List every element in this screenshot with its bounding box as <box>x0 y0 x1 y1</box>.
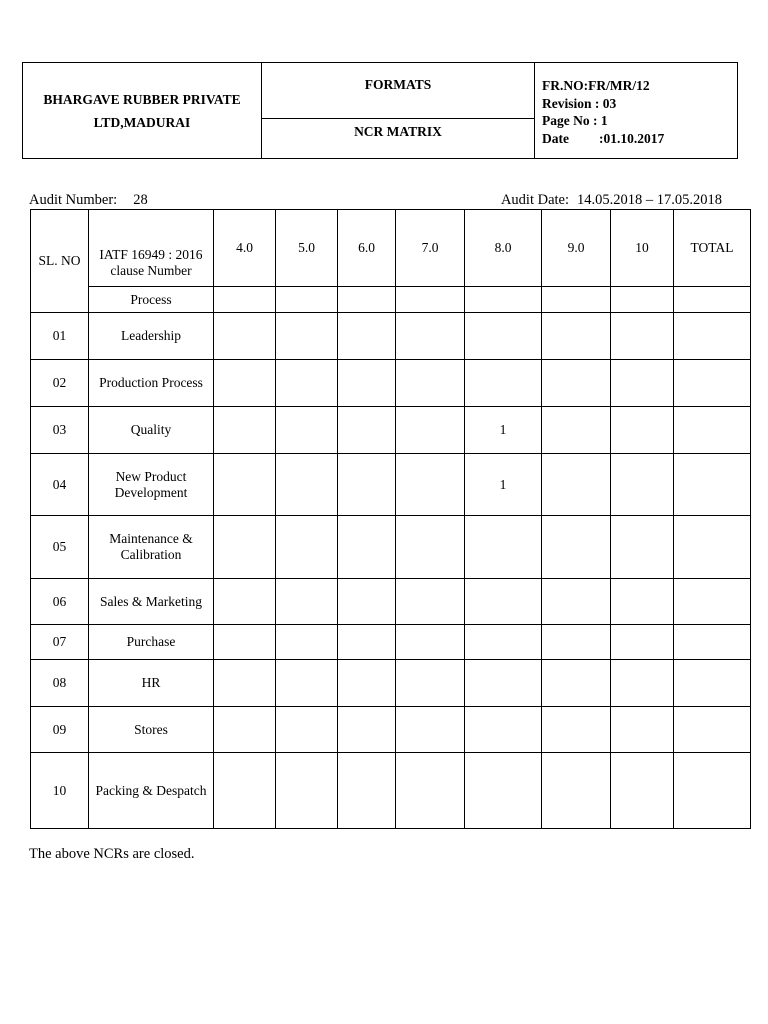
audit-date-label: Audit Date: <box>500 192 569 208</box>
process-cell: New Product Development <box>89 454 214 516</box>
ncr-count-cell <box>542 516 611 579</box>
ncr-count-cell <box>214 313 276 360</box>
ncr-count-cell <box>542 454 611 516</box>
total-cell <box>674 579 751 625</box>
ncr-count-cell <box>276 660 338 707</box>
ncr-count-cell <box>214 579 276 625</box>
ncr-count-cell <box>276 516 338 579</box>
ncr-count-cell <box>542 313 611 360</box>
total-cell <box>674 707 751 753</box>
formats-label: FORMATS <box>262 63 534 119</box>
ncr-count-cell <box>276 707 338 753</box>
ncr-count-cell <box>611 625 674 660</box>
total-cell <box>674 360 751 407</box>
sl-no-cell: 03 <box>31 407 89 454</box>
audit-date <box>501 192 722 209</box>
clause-header: 10 <box>611 210 674 287</box>
process-cell: Leadership <box>89 313 214 360</box>
ncr-count-cell <box>338 454 396 516</box>
sl-no-cell: 10 <box>31 753 89 829</box>
ncr-count-cell <box>465 516 542 579</box>
ncr-count-cell <box>276 625 338 660</box>
company-name-line1: BHARGAVE RUBBER PRIVATE <box>43 91 241 107</box>
process-cell: HR <box>89 660 214 707</box>
ncr-count-cell <box>396 516 465 579</box>
clause-number-header: IATF 16949 : 2016 clause Number <box>89 210 214 287</box>
ncr-count-cell <box>214 407 276 454</box>
ncr-count-cell <box>611 313 674 360</box>
ncr-count-cell <box>396 407 465 454</box>
ncr-matrix-table <box>30 209 751 829</box>
total-cell <box>674 407 751 454</box>
ncr-count-cell <box>338 579 396 625</box>
table-row <box>31 660 751 707</box>
ncr-count-cell <box>214 454 276 516</box>
clause-header: 8.0 <box>465 210 542 287</box>
ncr-count-cell <box>338 516 396 579</box>
ncr-count-cell <box>542 660 611 707</box>
ncr-count-cell <box>611 516 674 579</box>
ncr-count-cell <box>276 753 338 829</box>
closure-note: The above NCRs are closed. <box>29 846 195 862</box>
ncr-count-cell <box>465 625 542 660</box>
ncr-count-cell: 1 <box>465 454 542 516</box>
ncr-count-cell <box>542 625 611 660</box>
ncr-count-cell <box>611 753 674 829</box>
table-row <box>31 516 751 579</box>
ncr-count-cell <box>396 625 465 660</box>
sl-no-cell: 09 <box>31 707 89 753</box>
table-row <box>31 579 751 625</box>
process-header-row <box>31 287 751 313</box>
document-title: NCR MATRIX <box>354 124 442 139</box>
process-cell: Stores <box>89 707 214 753</box>
ncr-count-cell <box>542 407 611 454</box>
form-number: FR.NO:FR/MR/12 <box>542 78 650 93</box>
ncr-count-cell <box>276 454 338 516</box>
ncr-count-cell <box>338 707 396 753</box>
ncr-count-cell <box>338 407 396 454</box>
sl-no-cell: 04 <box>31 454 89 516</box>
ncr-count-cell <box>214 360 276 407</box>
clause-header: 7.0 <box>396 210 465 287</box>
table-row <box>31 360 751 407</box>
ncr-count-cell <box>465 579 542 625</box>
sl-no-cell: 01 <box>31 313 89 360</box>
table-row <box>31 407 751 454</box>
ncr-count-cell <box>542 753 611 829</box>
audit-number-value: 28 <box>133 192 148 208</box>
clause-header: 6.0 <box>338 210 396 287</box>
total-cell <box>674 753 751 829</box>
total-cell <box>674 516 751 579</box>
ncr-count-cell <box>396 660 465 707</box>
table-row <box>31 454 751 516</box>
ncr-count-cell <box>396 707 465 753</box>
ncr-count-cell <box>214 660 276 707</box>
ncr-count-cell <box>396 579 465 625</box>
audit-number <box>29 192 148 209</box>
ncr-count-cell <box>338 625 396 660</box>
process-cell: Maintenance & Calibration <box>89 516 214 579</box>
audit-number-label: Audit Number: <box>29 192 118 208</box>
ncr-count-cell: 1 <box>465 407 542 454</box>
total-cell <box>674 660 751 707</box>
process-header: Process <box>89 287 214 313</box>
ncr-count-cell <box>465 753 542 829</box>
ncr-count-cell <box>465 360 542 407</box>
company-name <box>23 63 262 158</box>
issue-date-value: :01.10.2017 <box>599 130 665 146</box>
ncr-count-cell <box>396 313 465 360</box>
sl-no-cell: 07 <box>31 625 89 660</box>
ncr-count-cell <box>338 360 396 407</box>
table-row <box>31 625 751 660</box>
process-cell: Purchase <box>89 625 214 660</box>
process-cell: Quality <box>89 407 214 454</box>
issue-date <box>542 130 737 148</box>
ncr-count-cell <box>214 753 276 829</box>
ncr-count-cell <box>214 625 276 660</box>
process-cell: Production Process <box>89 360 214 407</box>
ncr-count-cell <box>276 360 338 407</box>
ncr-count-cell <box>214 707 276 753</box>
total-cell <box>674 625 751 660</box>
ncr-count-cell <box>338 313 396 360</box>
document-control-info <box>535 63 737 158</box>
clause-header: 5.0 <box>276 210 338 287</box>
company-name-line2: LTD,MADURAI <box>93 114 191 130</box>
ncr-count-cell <box>465 313 542 360</box>
ncr-count-cell <box>542 707 611 753</box>
clause-header: 4.0 <box>214 210 276 287</box>
sl-no-cell: 02 <box>31 360 89 407</box>
ncr-count-cell <box>542 360 611 407</box>
table-header-row <box>31 210 751 287</box>
process-cell: Sales & Marketing <box>89 579 214 625</box>
header-title-block <box>262 63 535 158</box>
ncr-count-cell <box>214 516 276 579</box>
ncr-count-cell <box>542 579 611 625</box>
ncr-count-cell <box>396 454 465 516</box>
ncr-count-cell <box>276 579 338 625</box>
ncr-count-cell <box>611 660 674 707</box>
ncr-count-cell <box>276 313 338 360</box>
ncr-count-cell <box>611 360 674 407</box>
page-number: Page No : 1 <box>542 113 608 128</box>
total-cell <box>674 313 751 360</box>
document-header <box>22 62 738 159</box>
ncr-count-cell <box>611 407 674 454</box>
sl-no-cell: 08 <box>31 660 89 707</box>
ncr-count-cell <box>396 753 465 829</box>
ncr-count-cell <box>338 753 396 829</box>
revision: Revision : 03 <box>542 95 617 111</box>
ncr-count-cell <box>276 407 338 454</box>
total-header: TOTAL <box>674 210 751 287</box>
audit-date-value: 14.05.2018 – 17.05.2018 <box>577 192 722 208</box>
sl-no-header: SL. NO <box>31 210 89 313</box>
ncr-count-cell <box>465 660 542 707</box>
issue-date-label: Date <box>542 130 569 146</box>
ncr-count-cell <box>611 707 674 753</box>
sl-no-cell: 05 <box>31 516 89 579</box>
ncr-count-cell <box>465 707 542 753</box>
ncr-count-cell <box>611 454 674 516</box>
process-cell: Packing & Despatch <box>89 753 214 829</box>
clause-header: 9.0 <box>542 210 611 287</box>
table-row <box>31 753 751 829</box>
ncr-count-cell <box>611 579 674 625</box>
table-row <box>31 313 751 360</box>
total-cell <box>674 454 751 516</box>
table-row <box>31 707 751 753</box>
sl-no-cell: 06 <box>31 579 89 625</box>
ncr-count-cell <box>396 360 465 407</box>
ncr-count-cell <box>338 660 396 707</box>
